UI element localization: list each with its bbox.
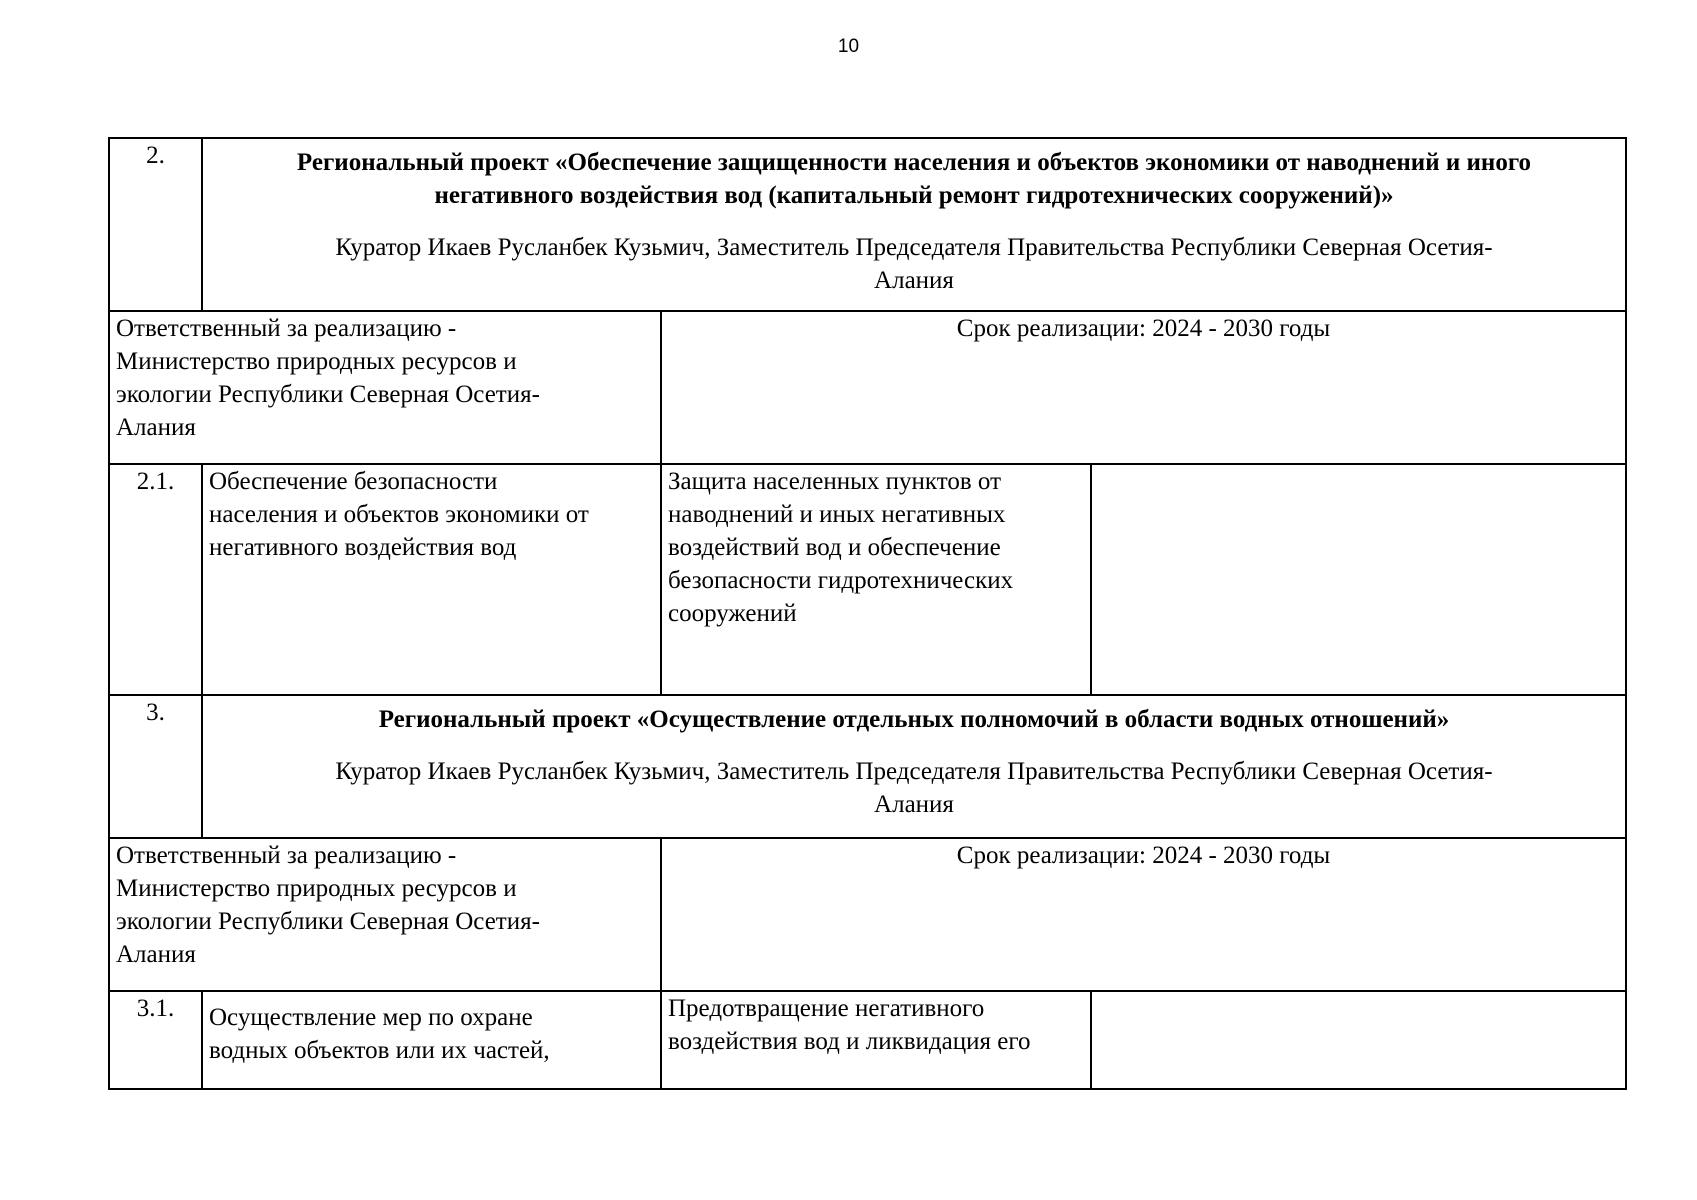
project-title-line: Региональный проект «Осуществление отдельных полномочий в области водных отношений» <box>378 706 1450 733</box>
measure-name <box>202 464 661 695</box>
project-title-line: Региональный проект «Обеспечение защищенности населения и объектов экономики от наводнений и иного <box>296 149 1532 176</box>
project-title <box>209 146 1619 212</box>
measures-table <box>108 137 1627 1090</box>
row-number: 2.1. <box>109 464 202 695</box>
responsible-line: экологии Республики Северная Осетия- <box>116 381 540 408</box>
row-number: 3.1. <box>109 991 202 1089</box>
project-title-line: негативного воздействия вод (капитальный ремонт гидротехнических сооружений)» <box>434 182 1394 209</box>
curator-line: Алания <box>874 267 954 294</box>
curator-line: Куратор Икаев Русланбек Кузьмич, Заместитель Председателя Правительства Республики Северная Осетия- <box>335 234 1493 261</box>
term-cell: Срок реализации: 2024 - 2030 годы <box>661 838 1626 991</box>
measure-result-line: наводнений и иных негативных <box>668 501 1006 528</box>
measure-result-line: безопасности гидротехнических <box>668 567 1014 594</box>
project-2-responsible-row <box>109 311 1626 464</box>
item-2-1-row <box>109 464 1626 695</box>
measure-name-line: негативного воздействия вод <box>209 534 517 561</box>
responsible-line: экологии Республики Северная Осетия- <box>116 908 540 935</box>
measure-result <box>661 991 1091 1089</box>
measure-name <box>202 991 661 1089</box>
measure-name-line: населения и объектов экономики от <box>209 501 589 528</box>
item-3-1-row <box>109 991 1626 1089</box>
responsible-line: Алания <box>116 414 196 441</box>
project-curator <box>209 755 1619 821</box>
row-number: 2. <box>109 138 202 311</box>
project-2-row <box>109 138 1626 311</box>
project-3-row <box>109 695 1626 838</box>
measure-result-line: Предотвращение негативного <box>668 995 985 1022</box>
measure-result-line: воздействий вод и обеспечение <box>668 534 1001 561</box>
project-3-header <box>202 695 1626 838</box>
measure-result-line: сооружений <box>668 600 797 627</box>
measure-result-line: воздействия вод и ликвидация его <box>668 1028 1031 1055</box>
measure-name-line: Обеспечение безопасности <box>209 468 498 495</box>
empty-cell <box>1091 464 1626 695</box>
measure-name-line: водных объектов или их частей, <box>209 1037 550 1064</box>
measure-result-line: Защита населенных пунктов от <box>668 468 1001 495</box>
project-curator <box>209 231 1619 297</box>
responsible-line: Министерство природных ресурсов и <box>116 348 517 375</box>
measure-name-line: Осуществление мер по охране <box>209 1004 533 1031</box>
measure-result <box>661 464 1091 695</box>
project-2-header <box>202 138 1626 311</box>
curator-line: Алания <box>874 791 954 818</box>
term-cell: Срок реализации: 2024 - 2030 годы <box>661 311 1626 464</box>
responsible-line: Алания <box>116 941 196 968</box>
page-number: 10 <box>837 36 860 57</box>
responsible-line: Ответственный за реализацию - <box>116 315 457 342</box>
responsible-line: Министерство природных ресурсов и <box>116 875 517 902</box>
curator-line: Куратор Икаев Русланбек Кузьмич, Заместитель Председателя Правительства Республики Северная Осетия- <box>335 758 1493 785</box>
responsible-cell <box>109 311 661 464</box>
responsible-line: Ответственный за реализацию - <box>116 842 457 869</box>
project-3-responsible-row <box>109 838 1626 991</box>
row-number: 3. <box>109 695 202 838</box>
project-title <box>209 703 1619 736</box>
responsible-cell <box>109 838 661 991</box>
empty-cell <box>1091 991 1626 1089</box>
